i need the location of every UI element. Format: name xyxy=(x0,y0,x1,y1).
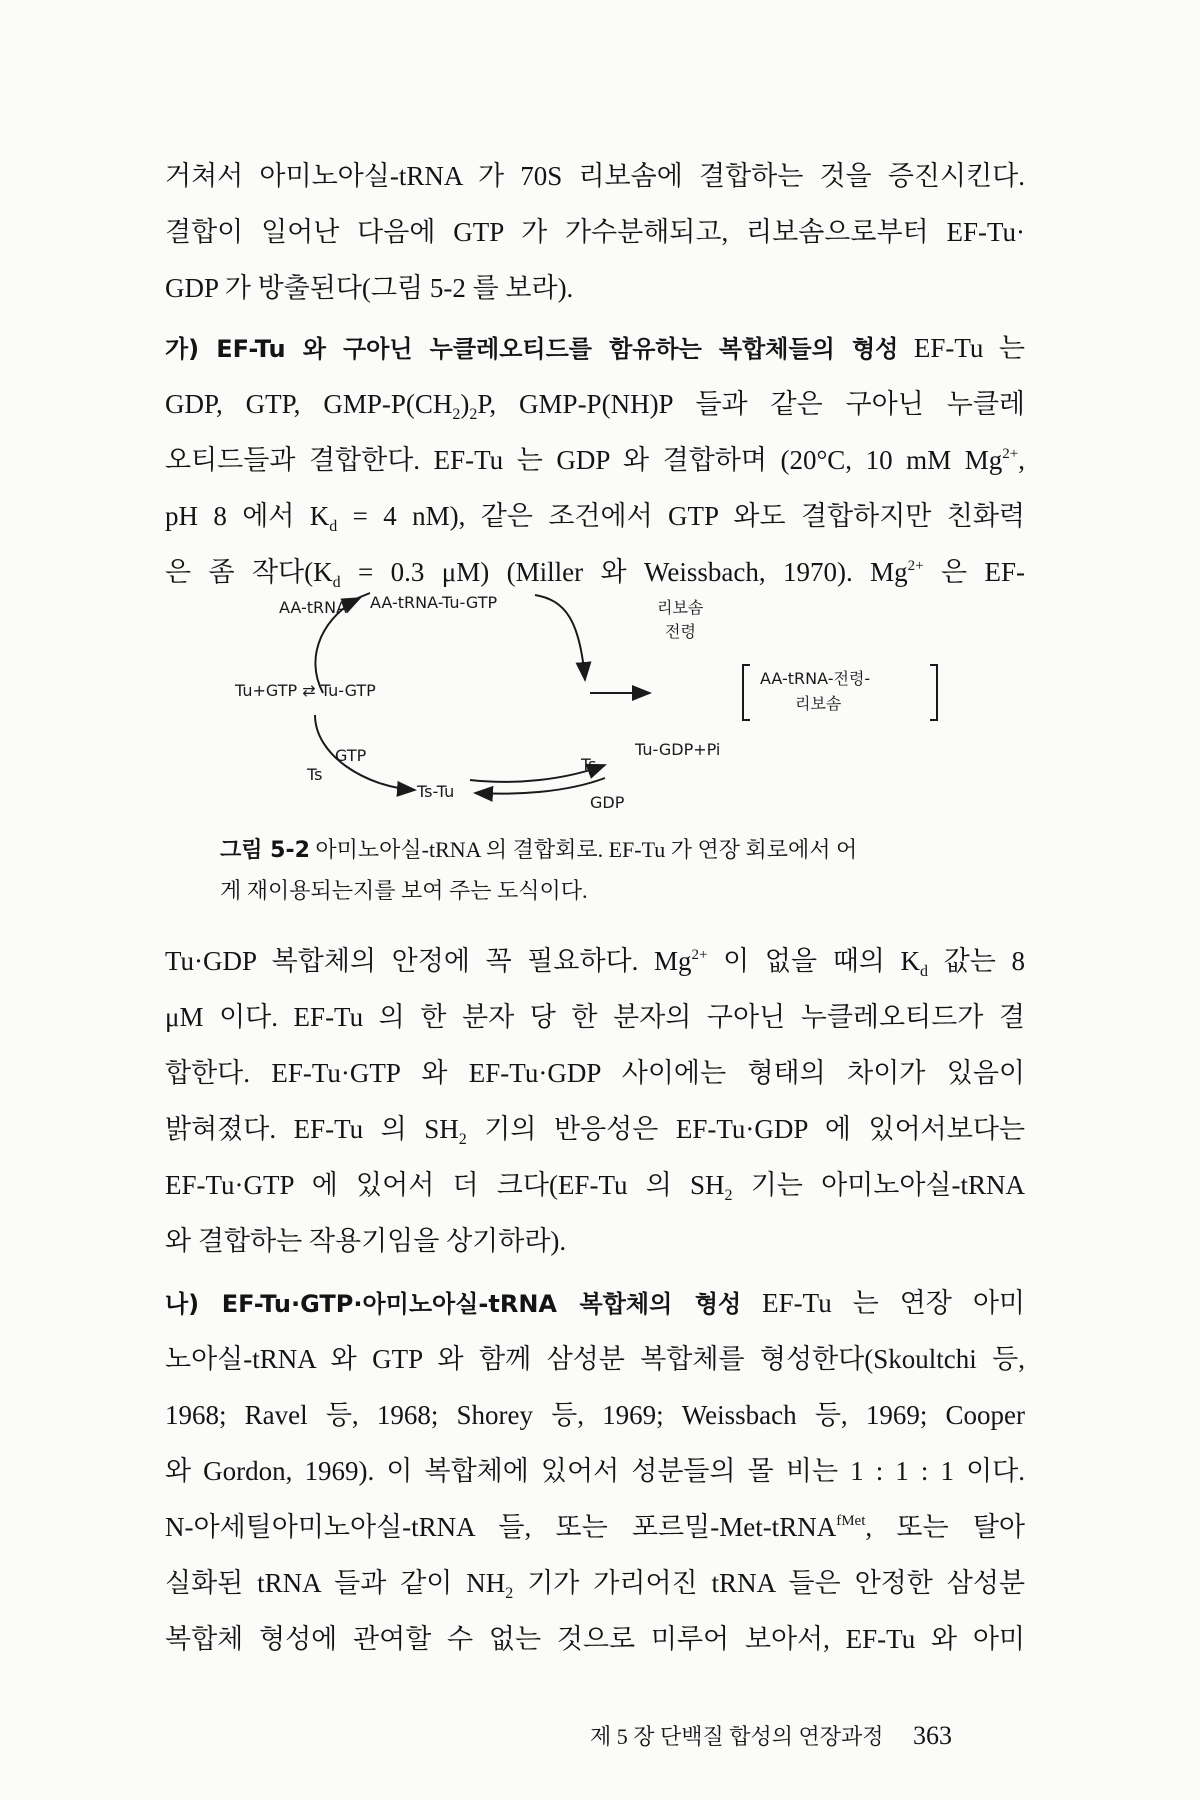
superscript: 2+ xyxy=(691,947,708,963)
cycle-diagram xyxy=(215,565,1015,815)
page-number: 363 xyxy=(913,1721,953,1750)
superscript: 2+ xyxy=(1002,446,1019,462)
text-span: EF-Tu·GTP 에 있어서 더 크다(EF-Tu 의 SH xyxy=(165,1170,725,1200)
text-line xyxy=(165,320,1025,376)
text-line xyxy=(165,1555,1025,1611)
figure-5-2-diagram xyxy=(215,565,1015,815)
text-line xyxy=(165,1157,1025,1213)
arrow-merge-line xyxy=(353,593,370,600)
ribosome-label: 리보솜 xyxy=(657,598,704,617)
chapter-title: 제 5 장 단백질 합성의 연장과정 xyxy=(590,1724,884,1749)
text-line: 합한다. EF-Tu·GTP 와 EF-Tu·GDP 사이에는 형태의 차이가 있음이 xyxy=(165,1058,1025,1088)
left-bracket xyxy=(743,665,750,720)
text-span: , xyxy=(1018,445,1025,475)
text-span: EF-Tu 는 xyxy=(913,333,1025,363)
text-line xyxy=(165,488,1025,544)
page-footer xyxy=(590,1720,952,1751)
gtp-label: GTP xyxy=(335,746,367,765)
subscript: 2 xyxy=(505,1585,514,1602)
caption-label: 그림 5-2 xyxy=(220,838,310,863)
caption-line-1 xyxy=(220,830,980,871)
text-span: = 4 nM), 같은 조건에서 GTP 와도 결합하지만 친화력 xyxy=(337,501,1025,531)
ts-tu-label: Ts-Tu xyxy=(417,782,455,801)
text-span: 기가 가리어진 tRNA 들은 안정한 삼성분 xyxy=(513,1568,1026,1598)
text-span: pH 8 에서 K xyxy=(165,501,330,531)
tu-gdp-pi-label: Tu-GDP+Pi xyxy=(635,740,721,759)
text-span: P, GMP-P(NH)P 들과 같은 구아닌 누클레 xyxy=(477,389,1025,419)
text-span: GDP, GTP, GMP-P(CH xyxy=(165,389,453,419)
complex-label-line2: 리보솜 xyxy=(795,694,842,713)
text-line xyxy=(165,1499,1025,1555)
gdp-label: GDP xyxy=(590,793,625,812)
text-line xyxy=(165,1275,1025,1331)
text-line xyxy=(165,376,1025,432)
paragraph-3 xyxy=(165,933,1025,1269)
paragraph-4 xyxy=(165,1275,1025,1667)
section-heading-na: 나) EF-Tu·GTP·아미노아실-tRNA 복합체의 형성 xyxy=(165,1290,742,1318)
paragraph-1 xyxy=(165,148,1025,316)
subscript: d xyxy=(920,963,929,980)
section-heading-ga: 가) EF-Tu 와 구아닌 누클레오티드를 함유하는 복합체들의 형성 xyxy=(165,335,899,363)
text-span: 은 좀 작다(K xyxy=(165,557,333,587)
caption-line-2: 게 재이용되는지를 보여 주는 도식이다. xyxy=(220,878,588,903)
text-span: 값는 8 xyxy=(928,946,1025,976)
text-line: GDP 가 방출된다(그림 5-2 를 보라). xyxy=(165,273,574,303)
text-line: 거쳐서 아미노아실-tRNA 가 70S 리보솜에 결합하는 것을 증진시킨다. xyxy=(165,161,1025,191)
arrow-to-ribosome xyxy=(535,595,585,680)
text-span: 기는 아미노아실-tRNA xyxy=(732,1170,1025,1200)
ts-left-label: Ts xyxy=(307,765,323,784)
text-span: 기의 반응성은 EF-Tu·GDP 에 있어서보다는 xyxy=(466,1114,1025,1144)
messenger-label: 전령 xyxy=(665,622,696,641)
ts-right-label: Ts xyxy=(581,755,597,774)
text-line: μM 이다. EF-Tu 의 한 분자 당 한 분자의 구아닌 누클레오티드가 결 xyxy=(165,1002,1025,1032)
caption-text: 아미노아실-tRNA 의 결합회로. EF-Tu 가 연장 회로에서 어 xyxy=(315,837,858,862)
ternary-complex-label: AA-tRNA-Tu-GTP xyxy=(370,593,498,612)
text-span: EF-Tu 는 연장 아미 xyxy=(762,1288,1025,1318)
text-line xyxy=(165,1101,1025,1157)
complex-label-line1: AA-tRNA-전령- xyxy=(760,669,871,688)
subscript: 2 xyxy=(452,406,461,423)
text-span: 밝혀졌다. EF-Tu 의 SH xyxy=(165,1114,459,1144)
subscript: d xyxy=(332,574,341,591)
text-line: 복합체 형성에 관여할 수 없는 것으로 미루어 보아서, EF-Tu 와 아미 xyxy=(165,1624,1025,1654)
superscript: 2+ xyxy=(907,558,924,574)
text-span: , 또는 탈아 xyxy=(865,1512,1025,1542)
text-span: = 0.3 μM) (Miller 와 Weissbach, 1970). Mg xyxy=(340,557,908,587)
text-line xyxy=(165,432,1025,488)
superscript: fMet xyxy=(836,1513,866,1529)
text-line: 와 Gordon, 1969). 이 복합체에 있어서 성분들의 몰 비는 1 : 1 : 1 이다. xyxy=(165,1456,1025,1486)
text-line xyxy=(165,933,1025,989)
text-span: Tu·GDP 복합체의 안정에 꼭 필요하다. Mg xyxy=(165,946,692,976)
text-line: 와 결합하는 작용기임을 상기하라). xyxy=(165,1226,567,1256)
text-span: ) xyxy=(460,389,470,419)
text-line: 1968; Ravel 등, 1968; Shorey 등, 1969; Weissbach 등, 1969; Cooper xyxy=(165,1400,1025,1430)
subscript: 2 xyxy=(469,406,478,423)
text-span: 실화된 tRNA 들과 같이 NH xyxy=(165,1568,506,1598)
figure-caption xyxy=(220,830,980,911)
text-span: 오티드들과 결합한다. EF-Tu 는 GDP 와 결합하며 (20°C, 10 mM Mg xyxy=(165,445,1003,475)
aa-trna-label: AA-tRNA xyxy=(279,598,348,617)
text-line: 결합이 일어난 다음에 GTP 가 가수분해되고, 리보솜으로부터 EF-Tu· xyxy=(165,217,1025,247)
text-span: N-아세틸아미노아실-tRNA 들, 또는 포르밀-Met-tRNA xyxy=(165,1512,837,1542)
subscript: 2 xyxy=(724,1187,733,1204)
subscript: 2 xyxy=(458,1131,467,1148)
right-bracket xyxy=(930,665,937,720)
text-span: 이 없을 때의 K xyxy=(707,946,921,976)
text-span: 은 EF- xyxy=(923,557,1025,587)
subscript: d xyxy=(329,518,338,535)
text-line: 노아실-tRNA 와 GTP 와 함께 삼성분 복합체를 형성한다(Skoultchi 등, xyxy=(165,1344,1025,1374)
paragraph-2 xyxy=(165,320,1025,600)
tu-gtp-equilibrium-label: Tu+GTP ⇄ Tu-GTP xyxy=(235,681,376,700)
